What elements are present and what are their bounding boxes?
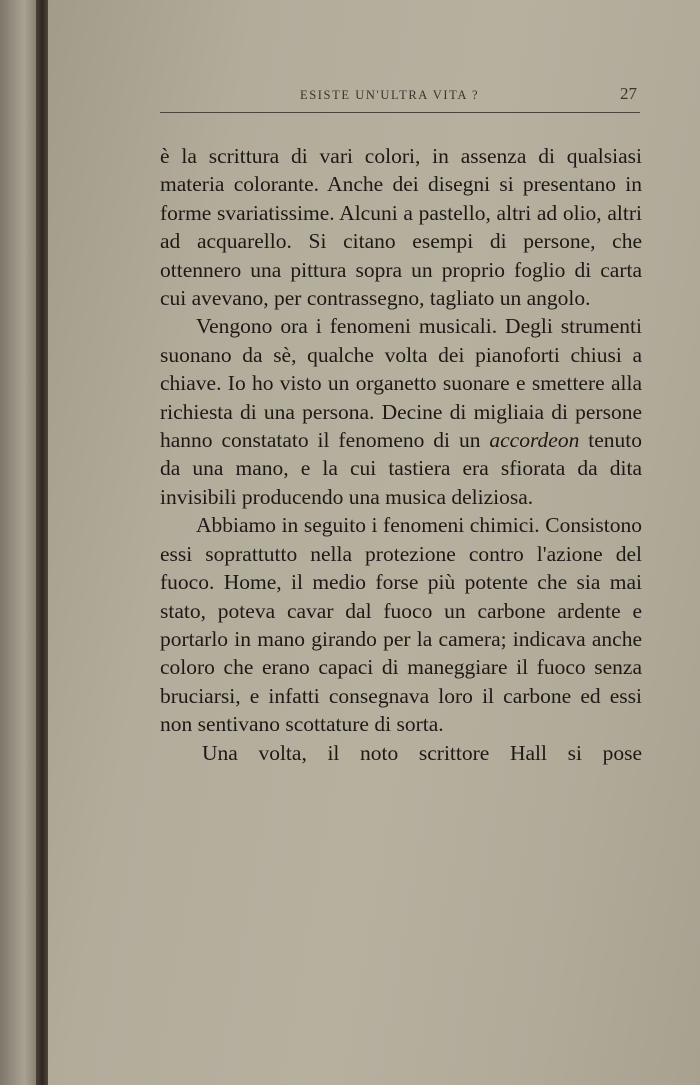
paragraph-4: Una volta, il noto scrittore Hall si pose [202,740,642,765]
paragraph-2-end: tenuto da una mano, e la cui tastiera era sfiorata da dita invisibili producendo una musica deliziosa. [160,428,642,509]
page-number: 27 [620,84,637,103]
paragraph-1: è la scrittura di vari colori, in assenza di qualsiasi materia colorante. Anche dei disegni si presentano in forme svariatissime. Alcuni a pastello, altri ad olio, altri ad acquarello. Si citano esempi di persone, che ottennero una pittura sopra un proprio foglio di carta cui avevano, per contrassegno, tagliato un angolo. [160,144,642,311]
italic-accordeon: accordeon [489,428,580,453]
running-head-title: ESISTE UN'ULTRA VITA ? [300,88,480,102]
paragraph-3: Abbiamo in seguito i fenomeni chimici. Consistono essi soprattutto nella protezione contro l'azione del fuoco. Home, il medio forse più potente che sia mai stato, poteva cavar dal fuoco un carbone ardente e portarlo in mano girando per la camera; indicava anche coloro che erano capaci di maneggiare il fuoco senza bruciarsi, e infatti consegnava loro il carbone ed essi non sentivano scottature di sorta. [160,513,642,737]
body-text [160,142,642,767]
paragraph-2 [160,312,642,511]
paragraph-2-start: Vengono ora i fenomeni musicali. Degli strumenti suonano da sè, qualche volta dei pianoforti chiusi a chiave. Io ho visto un organetto suonare e smettere alla richiesta di una persona. Decine di migliaia di persone hanno constatato il fenomeno di un [160,314,642,453]
header-rule [160,112,640,113]
